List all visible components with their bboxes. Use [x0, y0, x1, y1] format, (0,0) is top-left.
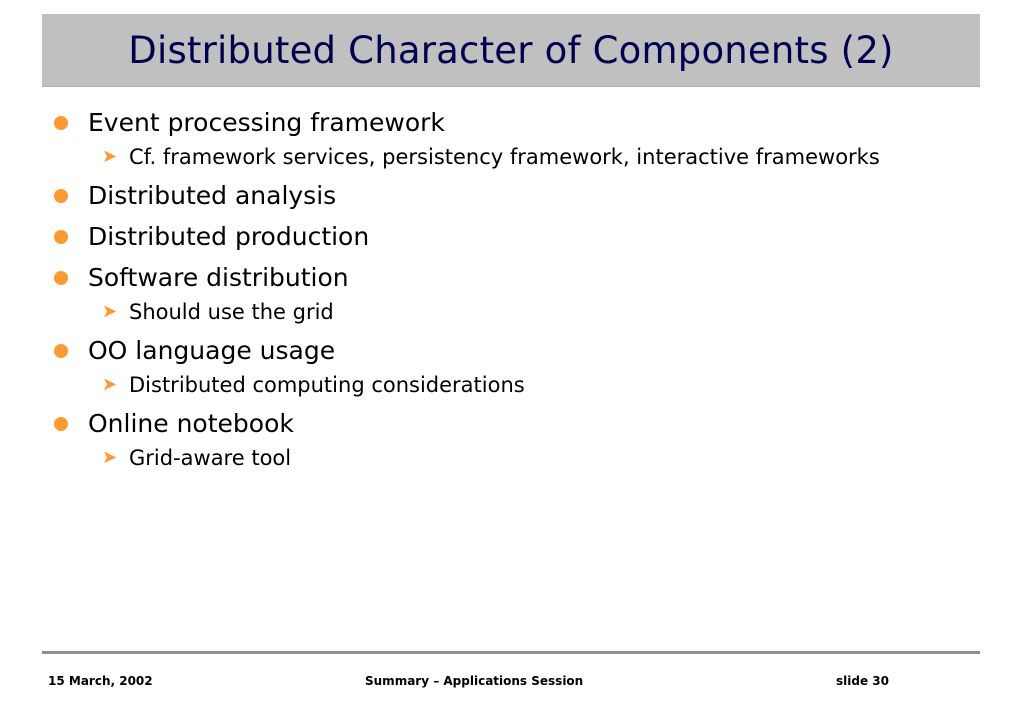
- bullet-dot-icon: [54, 116, 68, 130]
- bullet-dot-icon: [54, 344, 68, 358]
- sub-bullet-text: Grid-aware tool: [129, 446, 292, 470]
- bullet-text: Event processing framework: [88, 108, 445, 137]
- sub-bullet-text: Should use the grid: [129, 300, 334, 324]
- bullet-item: [50, 407, 970, 441]
- sub-bullet-item: [50, 297, 970, 327]
- bullet-item: [50, 334, 970, 368]
- footer-date: 15 March, 2002: [48, 674, 153, 688]
- slide-title: Distributed Character of Components (2): [128, 28, 894, 72]
- bullet-list: [50, 106, 970, 473]
- sub-bullet-item: [50, 443, 970, 473]
- bullet-text: Online notebook: [88, 409, 294, 438]
- bullet-dot-icon: [54, 189, 68, 203]
- bullet-text: Distributed production: [88, 222, 370, 251]
- bullet-dot-icon: [54, 230, 68, 244]
- bullet-text: Software distribution: [88, 263, 349, 292]
- sub-bullet-item: [50, 142, 970, 172]
- footer-divider: [42, 651, 980, 654]
- sub-bullet-text: Cf. framework services, persistency framework, interactive frameworks: [129, 145, 880, 169]
- footer-session-title: Summary – Applications Session: [365, 674, 584, 688]
- arrowhead-icon: ➤: [102, 374, 118, 395]
- arrowhead-icon: ➤: [102, 301, 118, 322]
- arrowhead-icon: ➤: [102, 447, 118, 468]
- bullet-text: OO language usage: [88, 336, 336, 365]
- arrowhead-icon: ➤: [102, 146, 118, 167]
- bullet-dot-icon: [54, 417, 68, 431]
- bullet-item: [50, 261, 970, 295]
- bullet-item: [50, 179, 970, 213]
- bullet-dot-icon: [54, 271, 68, 285]
- bullet-text: Distributed analysis: [88, 181, 337, 210]
- footer-slide-number: slide 30: [836, 674, 889, 688]
- sub-bullet-item: [50, 370, 970, 400]
- bullet-item: [50, 106, 970, 140]
- bullet-item: [50, 220, 970, 254]
- title-bar: [42, 14, 980, 86]
- sub-bullet-text: Distributed computing considerations: [129, 373, 525, 397]
